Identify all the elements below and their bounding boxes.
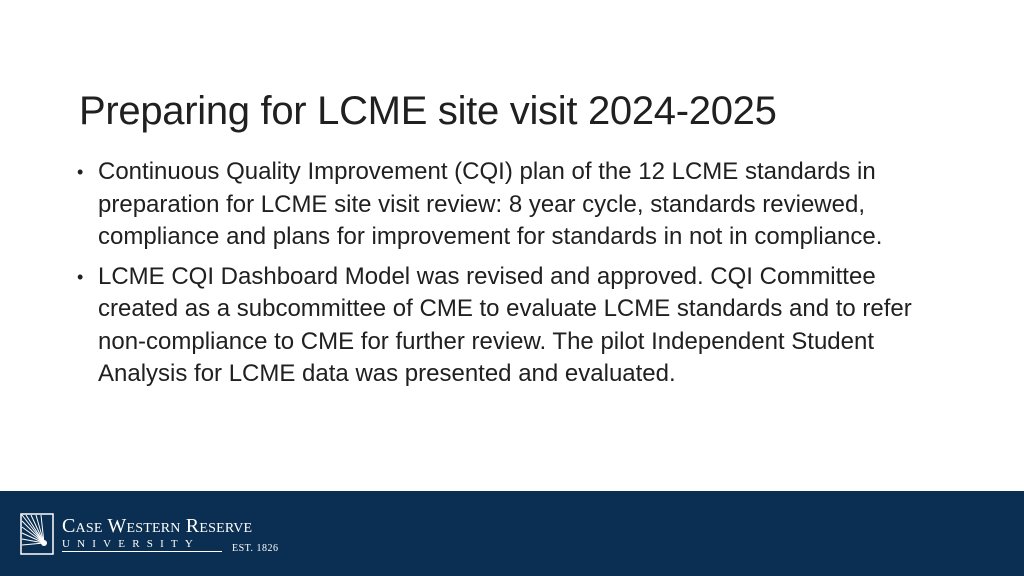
bullet-dot-icon: • [77, 162, 84, 182]
university-name: Case Western Reserve [62, 515, 253, 537]
established-year: EST. 1826 [232, 543, 279, 554]
bullet-list [77, 156, 957, 398]
sunburst-logo-icon [20, 513, 54, 555]
slide-title: Preparing for LCME site visit 2024-2025 [79, 88, 777, 133]
bullet-item [77, 261, 957, 391]
bullet-item [77, 156, 957, 254]
university-subtitle: UNIVERSITY [62, 538, 200, 550]
bullet-text: Continuous Quality Improvement (CQI) plan of the 12 LCME standards in preparation for LCME site visit review: 8 year cycle, standards reviewed, compliance and plans for improvement for standards in not in compliance. [98, 158, 883, 250]
bullet-text: LCME CQI Dashboard Model was revised and approved. CQI Committee created as a subcommittee of CME to evaluate LCME standards and to refer non-compliance to CME for further review. The pilot Independent Student Analysis for LCME data was presented and evaluated. [98, 262, 912, 387]
footer-bar [0, 491, 1024, 576]
university-logo [20, 513, 290, 557]
logo-divider [62, 551, 222, 552]
bullet-dot-icon: • [77, 266, 84, 287]
